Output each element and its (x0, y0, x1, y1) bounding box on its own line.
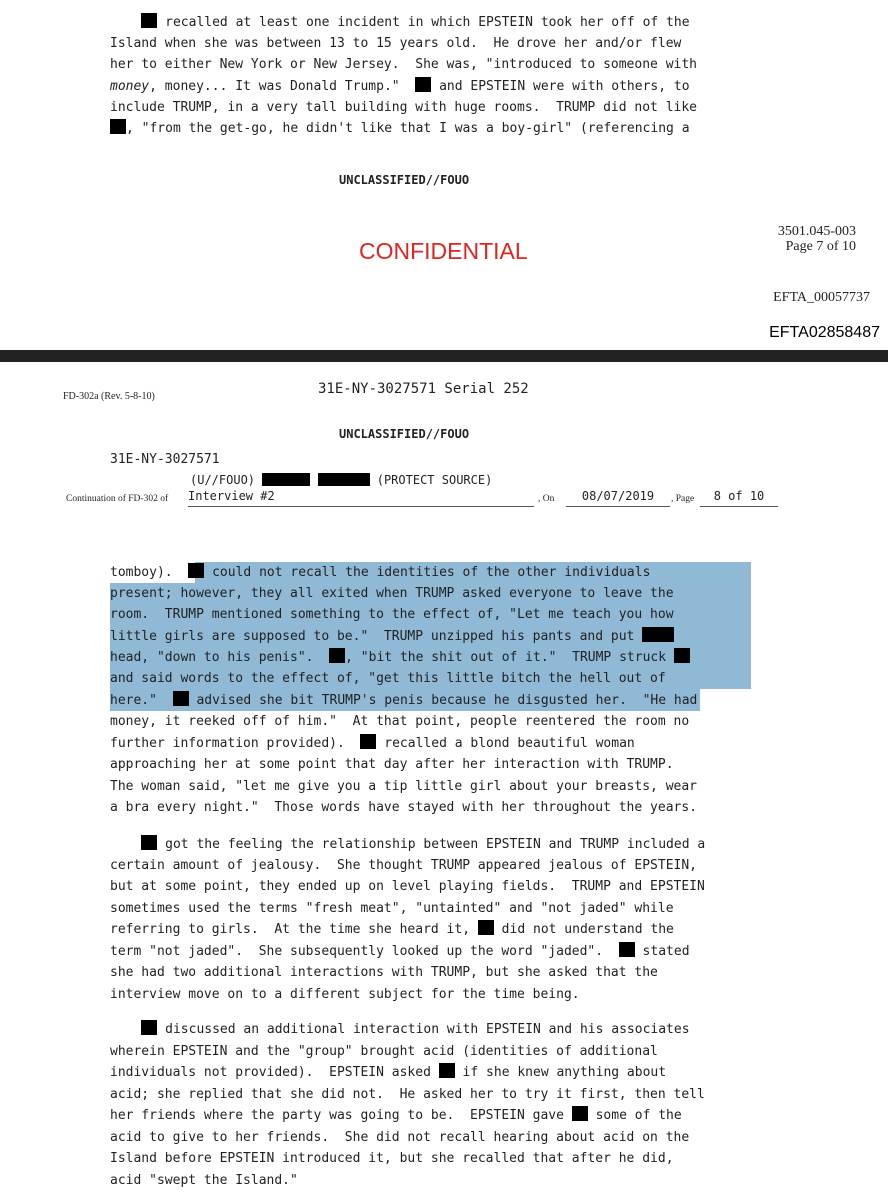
text-line: term "not jaded". She subsequently looked up the word "jaded". stated (110, 944, 690, 959)
text-line: got the feeling the relationship between EPSTEIN and TRUMP included a (110, 834, 705, 855)
case-serial: 31E-NY-3027571 Serial 252 (318, 381, 529, 397)
text-line: tomboy). could not recall the identities of the other individuals (110, 565, 651, 580)
continuation-label: Continuation of FD-302 of (66, 494, 169, 504)
text-line: include TRUMP, in a very tall building with huge rooms. TRUMP did not like (110, 100, 697, 115)
text-line: The woman said, "let me give you a tip little girl about your breasts, wear (110, 779, 697, 794)
text-line: sometimes used the terms "fresh meat", "untainted" and "not jaded" while (110, 901, 674, 916)
source-line: (U//FOUO) (PROTECT SOURCE) (190, 473, 493, 487)
interview-title: Interview #2 (188, 489, 534, 507)
text-line: Island when she was between 13 to 15 years old. He drove her and/or flew (110, 36, 682, 51)
text-line: further information provided). recalled a blond beautiful woman (110, 736, 635, 751)
text-line: little girls are supposed to be." TRUMP unzipped his pants and put (110, 626, 674, 647)
text-line: money, money... It was Donald Trump." and EPSTEIN were with others, to (110, 79, 690, 94)
redaction-block (318, 473, 370, 486)
text-line: her to either New York or New Jersey. She was, "introduced to someone with (110, 57, 697, 72)
redaction-block (439, 1063, 455, 1078)
text-line: certain amount of jealousy. She thought TRUMP appeared jealous of EPSTEIN, (110, 858, 697, 873)
text-line: approaching her at some point that day after her interaction with TRUMP. (110, 757, 674, 772)
doc-number: 3501.045-003 (777, 224, 856, 239)
efta-bates-number: EFTA02858487 (769, 324, 880, 341)
redaction-block (173, 691, 189, 706)
text-line: discussed an additional interaction with EPSTEIN and his associates (110, 1019, 690, 1040)
page-divider (0, 350, 888, 362)
text-line: she had two additional interactions with TRUMP, but she asked that the (110, 965, 658, 980)
redaction-block (141, 1020, 157, 1035)
text-line: present; however, they all exited when TRUMP asked everyone to leave the (110, 586, 674, 601)
redaction-block (141, 13, 157, 28)
text-line: room. TRUMP mentioned something to the effect of, "Let me teach you how (110, 607, 674, 622)
text-line: acid "swept the Island." (110, 1173, 298, 1188)
redaction-block (674, 648, 690, 663)
redaction-block (619, 942, 635, 957)
text-line: , "from the get-go, he didn't like that I was a boy-girl" (referencing a (110, 118, 690, 139)
text-line: here." advised she bit TRUMP's penis because he disgusted her. "He had (110, 693, 698, 708)
text-line: her friends where the party was going to be. EPSTEIN gave some of the (110, 1108, 682, 1123)
efta-number: EFTA_00057737 (773, 290, 870, 305)
text-line: money, it reeked off of him." At that point, people reentered the room no (110, 714, 690, 729)
text-line: acid to give to her friends. She did not recall hearing about acid on the (110, 1130, 690, 1145)
classification-header: UNCLASSIFIED//FOUO (339, 427, 470, 441)
form-id: FD-302a (Rev. 5-8-10) (63, 391, 155, 402)
redaction-block (642, 627, 674, 642)
text-line: wherein EPSTEIN and the "group" brought acid (identities of additional (110, 1044, 658, 1059)
redaction-block (572, 1106, 588, 1121)
text-line: acid; she replied that she did not. He asked her to try it first, then tell (110, 1087, 705, 1102)
redaction-block (141, 835, 157, 850)
text-line: recalled at least one incident in which EPSTEIN took her off of the (110, 12, 690, 33)
interview-date: 08/07/2019 (566, 489, 670, 507)
confidential-stamp: CONFIDENTIAL (359, 238, 528, 264)
text-line: individuals not provided). EPSTEIN asked if she knew anything about (110, 1065, 667, 1080)
text-line: a bra every night." Those words have stayed with her throughout the years. (110, 800, 697, 815)
redaction-block (415, 77, 431, 92)
page-label: , Page (671, 494, 695, 504)
page-number: Page 7 of 10 (785, 239, 856, 254)
text-line: but at some point, they ended up on level playing fields. TRUMP and EPSTEIN (110, 879, 705, 894)
text-line: and said words to the effect of, "get this little bitch the hell out of (110, 671, 666, 686)
redaction-block (329, 648, 345, 663)
classification-footer: UNCLASSIFIED//FOUO (339, 173, 470, 187)
redaction-block (110, 119, 126, 134)
on-label: , On (538, 494, 555, 504)
redaction-block (360, 734, 376, 749)
page-value: 8 of 10 (700, 489, 778, 507)
text-line: Island before EPSTEIN introduced it, but she recalled that after he did, (110, 1151, 674, 1166)
case-number: 31E-NY-3027571 (110, 452, 220, 467)
text-line: interview move on to a different subject for the time being. (110, 987, 580, 1002)
redaction-block (262, 473, 310, 486)
redaction-block (188, 563, 204, 578)
text-line: head, "down to his penis". , "bit the shit out of it." TRUMP struck (110, 647, 690, 668)
redaction-block (478, 920, 494, 935)
text-line: referring to girls. At the time she heard it, did not understand the (110, 922, 674, 937)
